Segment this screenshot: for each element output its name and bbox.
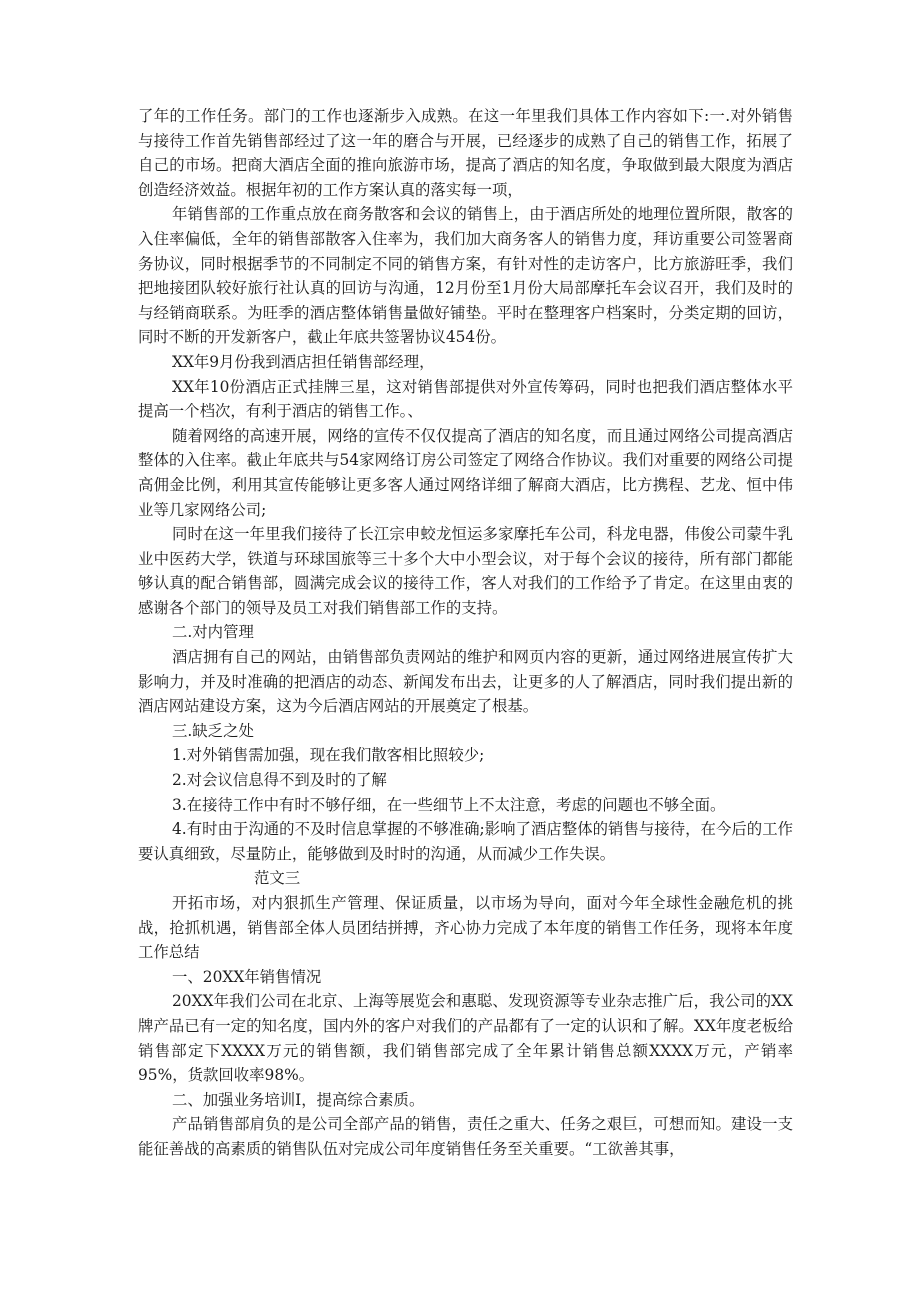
paragraph-sales-figures: 20XX年我们公司在北京、上海等展览会和惠聪、发现资源等专业杂志推广后，我公司的XX牌产品已有一定的知名度，国内外的客户对我们的产品都有了一定的认识和了解。XX年度老板给销售部定下XXXX万元的销售额，我们销售部完成了全年累计销售总额XXXX万元，产销率95%，货款回收率98%。 (138, 992, 793, 1085)
paragraph-manager-appointment: XX年9月份我到酒店担任销售部经理， (172, 352, 435, 371)
list-item-3: 3.在接待工作中有时不够仔细，在一些细节上不太注意，考虑的问题也不够全面。 (172, 795, 726, 814)
section-heading-shortcomings: 三.缺乏之处 (172, 721, 254, 740)
paragraph-conferences: 同时在这一年里我们接待了长江宗申蛟龙恒运多家摩托车公司，科龙电器，伟俊公司蒙牛乳业中医药大学，铁道与环球国旅等三十多个大中小型会议，对于每个会议的接待，所有部门都能够认真的配合销售部，圆满完成会议的接待工作，客人对我们的工作给予了肯定。在这里由衷的感谢各个部门的领导及员工对我们销售部工作的支持。 (138, 525, 793, 617)
list-item-4: 4.有时由于沟通的不及时信息掌握的不够准确;影响了酒店整体的销售与接待，在今后的工作要认真细致，尽量防止，能够做到及时时的沟通，从而减少工作失误。 (138, 820, 793, 863)
paragraph-website: 酒店拥有自己的网站，由销售部负责网站的维护和网页内容的更新，通过网络进展宣传扩大影响力，并及时准确的把酒店的动态、新闻发布出去，让更多的人了解酒店，同时我们提出新的酒店网站建设方案，这为今后酒店网站的开展奠定了根基。 (138, 648, 793, 716)
section-heading-internal-management: 二.对内管理 (172, 623, 254, 642)
section-heading-training: 二、加强业务培训I，提高综合素质。 (172, 1090, 425, 1109)
paragraph-training: 产品销售部肩负的是公司全部产品的销售，责任之重大、任务之艰巨，可想而知。建设一支能征善战的高素质的销售队伍对完成公司年度销售任务至关重要。“工欲善其事， (138, 1115, 793, 1158)
paragraph-market-intro: 开拓市场，对内狠抓生产管理、保证质量，以市场为导向，面对今年全球性金融危机的挑战，抢抓机遇，销售部全体人员团结拼搏，齐心协力完成了本年度的销售工作任务，现将本年度工作总结 (138, 894, 793, 962)
section-heading-sales-situation: 一、20XX年销售情况 (172, 967, 322, 986)
sample-title-three: 范文三 (254, 869, 301, 888)
list-item-2: 2.对会议信息得不到及时的了解 (172, 771, 387, 790)
list-item-1: 1.对外销售需加强，现在我们散客相比照较少; (172, 746, 485, 765)
document-page (138, 104, 793, 1162)
paragraph-intro-continuation: 了年的工作任务。部门的工作也逐渐步入成熟。在这一年里我们具体工作内容如下:一.对外销售与接待工作首先销售部经过了这一年的磨合与开展，已经逐步的成熟了自己的销售工作，拓展了自己的市场。把商大酒店全面的推向旅游市场，提高了酒店的知名度，争取做到最大限度为酒店创造经济效益。根据年初的工作方案认真的落实每一项， (138, 107, 793, 199)
paragraph-three-star: XX年10份酒店正式挂牌三星，这对销售部提供对外宣传筹码，同时也把我们酒店整体水平提高一个档次，有利于酒店的销售工作。、 (138, 377, 793, 421)
paragraph-sales-focus: 年销售部的工作重点放在商务散客和会议的销售上，由于酒店所处的地理位置所限，散客的入住率偏低，全年的销售部散客入住率为，我们加大商务客人的销售力度，拜访重要公司签署商务协议，同时根据季节的不同制定不同的销售方案，有针对性的走访客户，比方旅游旺季，我们把地接团队较好旅行社认真的回访与沟通，12月份至1月份大局部摩托车会议召开，我们及时的与经销商联系。为旺季的酒店整体销售量做好铺垫。平时在整理客户档案时，分类定期的回访，同时不断的开发新客户，截止年底共签署协议454份。 (138, 205, 793, 347)
paragraph-online-network: 随着网络的高速开展，网络的宣传不仅仅提高了酒店的知名度，而且通过网络公司提高酒店整体的入住率。截止年底共与54家网络订房公司签定了网络合作协议。我们对重要的网络公司提高佣金比例，利用其宣传能够让更多客人通过网络详细了解商大酒店，比方携程、艺龙、恒中伟业等几家网络公司; (138, 426, 793, 519)
